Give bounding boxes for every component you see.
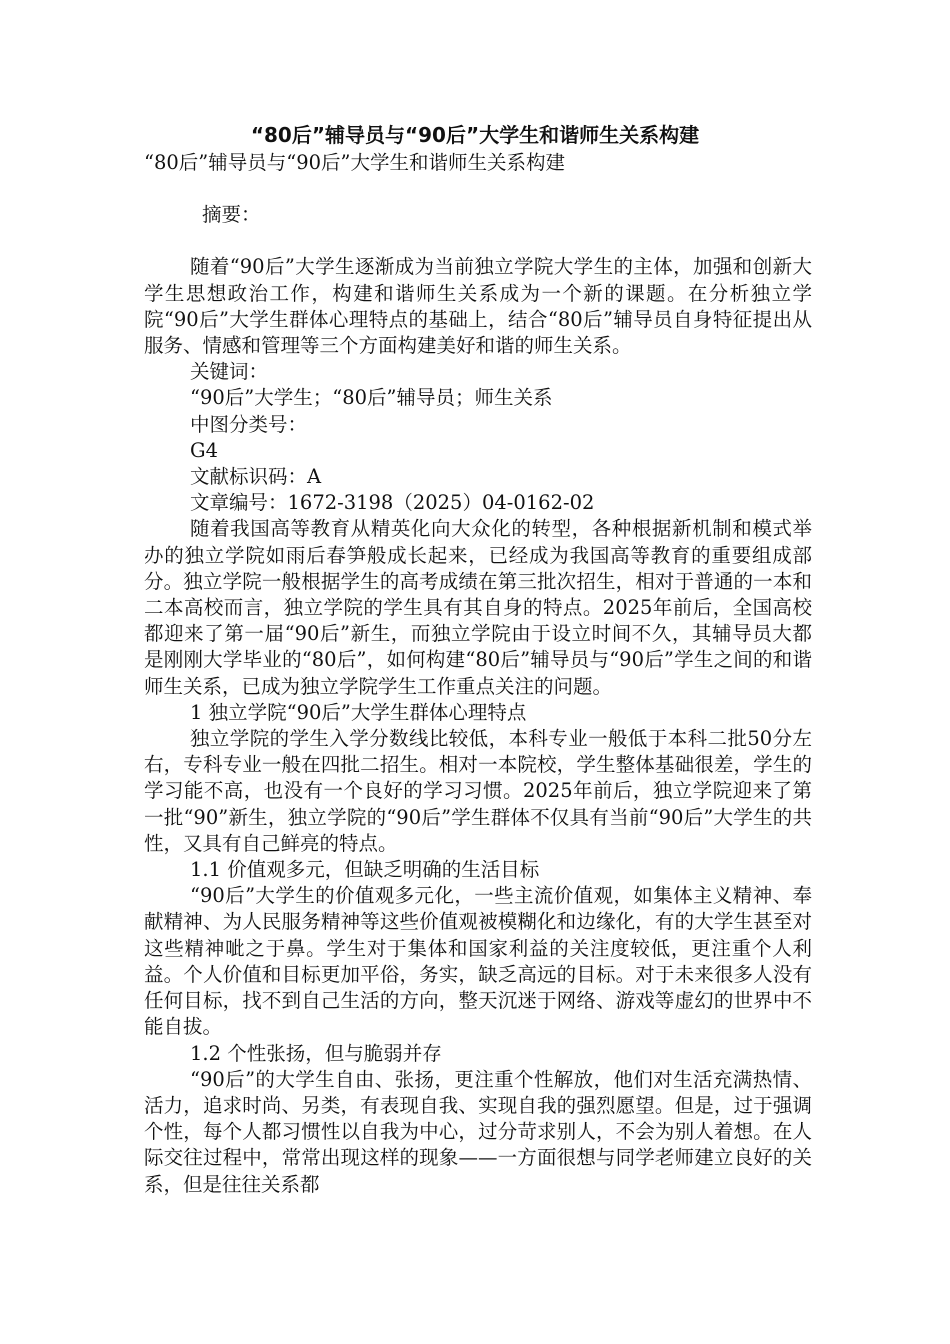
- section-1-1-heading: 1.1 价值观多元，但缺乏明确的生活目标: [190, 858, 540, 882]
- clc-value: G4: [190, 438, 218, 462]
- keywords-label: 关键词：: [190, 360, 269, 384]
- intro-paragraph: 随着我国高等教育从精英化向大众化的转型，各种根据新机制和模式举办的独立学院如雨后春笋般成长起来，已经成为我国高等教育的重要组成部分。独立学院一般根据学生的高考成绩在第三批次招生，相对于普通的一本和二本高校而言，独立学院的学生具有其自身的特点。2025年前后，全国高校都迎来了第一届“90后”新生，而独立学院由于设立时间不久，其辅导员大都是刚刚大学毕业的“80后”，如何构建“80后”辅导员与“90后”学生之间的和谐师生关系，已成为独立学院学生工作重点关注的问题。: [144, 517, 812, 698]
- document-body: [144, 150, 812, 1198]
- document-title: “80后”辅导员与“90后”大学生和谐师生关系构建: [250, 123, 700, 147]
- article-number: 文章编号：1672-3198（2025）04-0162-02: [190, 491, 595, 515]
- abstract-label: 摘要：: [202, 203, 261, 227]
- clc-label: 中图分类号：: [190, 412, 308, 436]
- document-subtitle: “80后”辅导员与“90后”大学生和谐师生关系构建: [144, 151, 566, 174]
- keywords-text: “90后”大学生；“80后”辅导员；师生关系: [190, 386, 553, 410]
- section-1-1-paragraph: “90后”大学生的价值观多元化，一些主流价值观，如集体主义精神、奉献精神、为人民服务精神等这些价值观被模糊化和边缘化，有的大学生甚至对这些精神呲之于鼻。学生对于集体和国家利益的关注度较低，更注重个人利益。个人价值和目标更加平俗，务实，缺乏高远的目标。对于未来很多人没有任何目标，找不到自己生活的方向，整天沉迷于网络、游戏等虚幻的世界中不能自拔。: [144, 884, 812, 1039]
- document-code: 文献标识码：A: [190, 465, 322, 489]
- section-1-paragraph: 独立学院的学生入学分数线比较低，本科专业一般低于本科二批50分左右，专科专业一般在四批二招生。相对一本院校，学生整体基础很差，学生的学习能不高，也没有一个良好的学习习惯。2025年前后，独立学院迎来了第一批“90”新生，独立学院的“90后”学生群体不仅具有当前“90后”大学生的共性，又具有自己鲜亮的特点。: [144, 727, 812, 855]
- section-1-2-paragraph: “90后”的大学生自由、张扬，更注重个性解放，他们对生活充满热情、活力，追求时尚、另类，有表现自我、实现自我的强烈愿望。但是，过于强调个性，每个人都习惯性以自我为中心，过分苛求别人，不会为别人着想。在人际交往过程中，常常出现这样的现象——一方面很想与同学老师建立良好的关系，但是往往关系都: [144, 1067, 812, 1196]
- section-1-2-heading: 1.2 个性张扬，但与脆弱并存: [190, 1041, 442, 1065]
- section-1-heading: 1 独立学院“90后”大学生群体心理特点: [190, 700, 527, 724]
- abstract-text: 随着“90后”大学生逐渐成为当前独立学院大学生的主体，加强和创新大学生思想政治工作，构建和谐师生关系成为一个新的课题。在分析独立学院“90后”大学生群体心理特点的基础上，结合“80后”辅导员自身特征提出从服务、情感和管理等三个方面构建美好和谐的师生关系。: [144, 255, 812, 358]
